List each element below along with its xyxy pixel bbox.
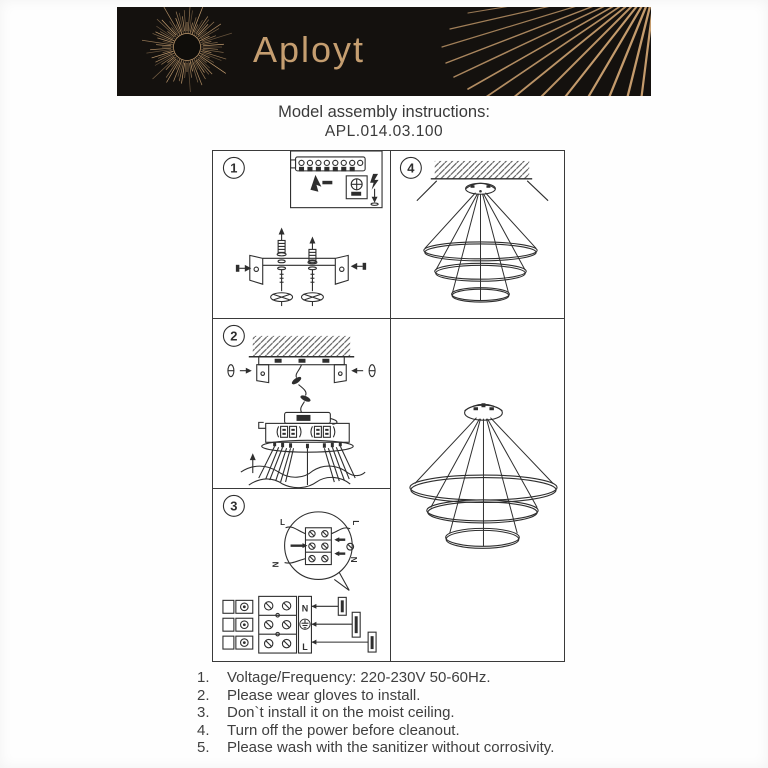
item-text: Please wash with the sanitizer without corrosivity. — [227, 739, 555, 756]
item-number: 5. — [197, 739, 210, 756]
brand-banner — [117, 7, 651, 96]
panel-4-drawing — [391, 151, 564, 318]
list-item — [197, 739, 627, 757]
hand-pointer-icon — [310, 175, 332, 192]
wire-connectors — [223, 600, 253, 649]
corner-rays-icon — [438, 7, 651, 96]
side-screw — [228, 365, 252, 377]
lightning-icon — [370, 174, 378, 206]
panel-2-drawing — [213, 319, 390, 488]
item-number: 1. — [197, 669, 210, 686]
item-text: Turn off the power before cleanout. — [227, 721, 460, 739]
item-number: 2. — [197, 686, 210, 704]
wire-label-l-right: L — [351, 520, 361, 526]
ring-medium — [427, 500, 538, 523]
list-item — [197, 669, 627, 687]
ring-small — [446, 528, 520, 548]
power-wire — [291, 365, 312, 413]
toggle-bolt — [302, 267, 324, 306]
mounted-bracket — [257, 357, 346, 383]
zoom-balloon — [285, 512, 353, 591]
terminal-strip-icon — [291, 157, 366, 171]
item-number: 4. — [197, 721, 210, 739]
model-number: APL.014.03.100 — [324, 123, 444, 140]
ceiling-hatch — [249, 336, 354, 357]
side-screw — [351, 365, 375, 377]
strip-label-n: N — [301, 603, 309, 614]
step-number: 3 — [230, 498, 238, 514]
up-arrow-icon — [250, 453, 256, 473]
item-text: Voltage/Frequency: 220-230V 50-60Hz. — [227, 669, 491, 686]
brand-name: Aployt — [253, 29, 366, 70]
side-bolt — [236, 265, 251, 272]
balloon-terminal-block — [305, 528, 331, 565]
step-number: 2 — [230, 328, 238, 344]
panel-3-drawing — [213, 489, 390, 661]
mounting-bracket — [250, 255, 348, 284]
list-item — [197, 687, 627, 705]
panel-product-view — [390, 318, 565, 662]
side-bolt — [351, 263, 366, 270]
list-item — [197, 722, 627, 740]
panel-step-4 — [390, 150, 565, 319]
item-number: 3. — [197, 704, 210, 721]
anchor-screw — [277, 228, 286, 256]
inset-detail-box — [291, 151, 382, 208]
screw-terminal-block — [259, 596, 297, 653]
page-title: Model assembly instructions: — [278, 103, 490, 121]
earth-ground-icon — [300, 619, 310, 629]
item-text: Please wear gloves to install. — [227, 686, 421, 704]
wire-label-l-left: L — [280, 517, 286, 527]
wire-label-n-right: N — [349, 556, 359, 563]
canopy — [465, 403, 503, 420]
panel-1-drawing — [213, 151, 390, 318]
panel-step-1 — [212, 150, 391, 319]
step-number: 1 — [230, 160, 238, 176]
starburst-logo-icon — [142, 7, 232, 92]
canopy — [466, 183, 496, 194]
item-text: Don`t install it on the moist ceiling. — [227, 704, 455, 721]
list-item — [197, 704, 627, 722]
wire-label-n-left: N — [271, 561, 281, 568]
toggle-bolt — [271, 267, 293, 306]
suspension-cords — [415, 418, 553, 547]
driver-box — [285, 412, 337, 424]
step-number: 4 — [407, 160, 415, 176]
instructions-list — [197, 669, 627, 757]
wire-tags — [311, 597, 376, 652]
panel-5-drawing — [391, 319, 564, 661]
strip-label-l: L — [302, 642, 308, 653]
balloon-wires — [285, 527, 354, 563]
title-block — [0, 103, 768, 141]
fan-box-icon — [346, 176, 367, 199]
panel-step-2 — [212, 318, 391, 489]
panel-step-3 — [212, 488, 391, 662]
